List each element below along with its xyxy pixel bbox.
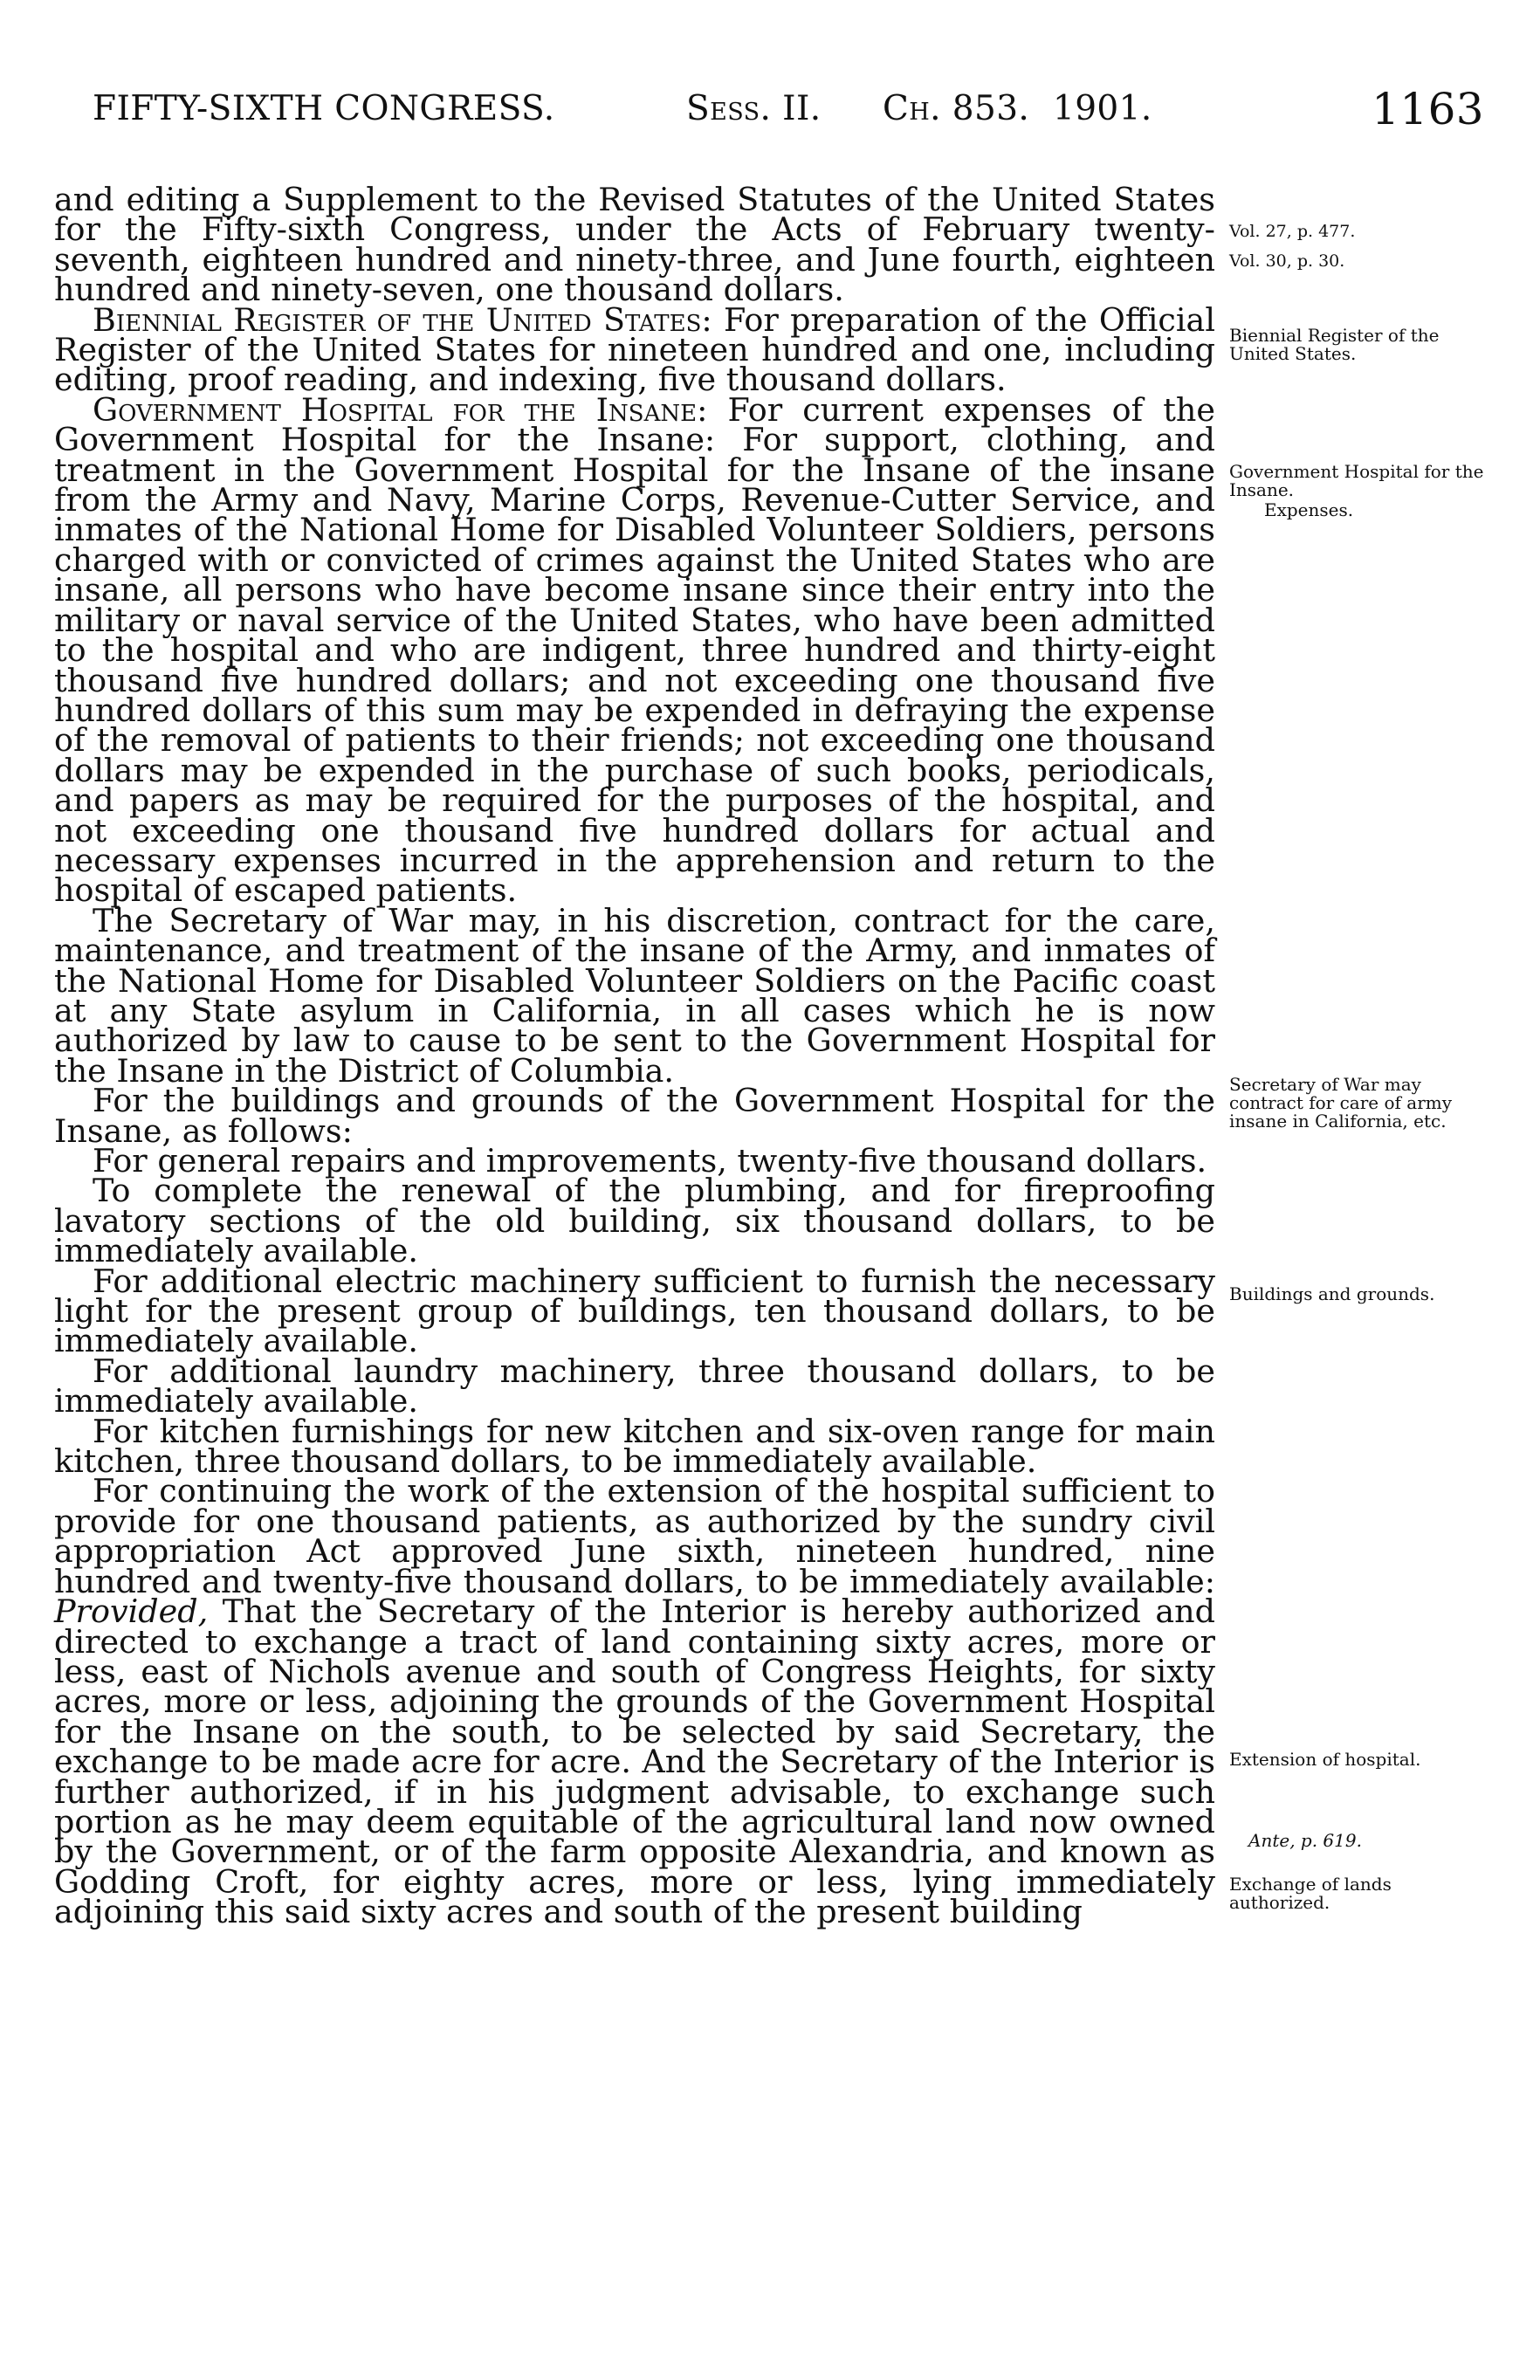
margin-note-extension: Extension of hospital. <box>1229 1749 1421 1770</box>
paragraph-supplement: and editing a Supplement to the Revised Statutes of the United States for the Fifty-sixth Congress, under the Acts of February twenty-seventh, eighteen hundred and ninety-three, and June fourth, eighteen hundred and ninety-seven, one thousand dollars. <box>54 181 1215 309</box>
paragraph-secretary-war: The Secretary of War may, in his discretion, contract for the care, maintenance, and treatment of the insane of the Army, and inmates of the National Home for Disabled Volunteer Soldiers on the Pacific coast at any State asylum in California, in all cases which he is now authorized by law to cause to be sent to the Government Hospital for the Insane in the District of Columbia. <box>54 901 1215 1090</box>
paragraph-plumbing: To complete the renewal of the plumbing, and for fireproofing lavatory sections of the old building, six thousand dollars, to be immediately available. <box>54 1172 1215 1270</box>
provided-keyword: Provided, <box>54 1592 209 1631</box>
session-label: Sess. II. <box>686 89 822 128</box>
section-heading-hospital-insane: Government Hospital for the Insane: <box>93 390 708 429</box>
section-heading-biennial-register: Biennial Register of the United States: <box>93 300 712 339</box>
margin-note-biennial-register: Biennial Register of the United States. <box>1229 325 1440 364</box>
paragraph-hospital-insane: Government Hospital for the Insane: For current expenses of the Government Hospital for the Insane: For support, clothing, and treatment in the Government Hospital for the Insane of the insane from the Army and Navy, Marine Corps, Revenue-Cutter Service, and inmates of the National Home for Disabled Volunteer Soldiers, persons charged with or convicted of crimes against the United States who are insane, all persons who have become insane since their entry into the military or naval service of the United States, who have been admitted to the hospital and who are indigent, three hundred and thirty-eight thousand five hundred dollars; and not exceeding one thousand five hundred dollars of this sum may be expended in defraying the expense of the removal of patients to their friends; not exceeding one thousand dollars may be expended in the purchase of such books, periodicals, and papers as may be required for the purposes of the hospital, and not exceeding one thousand five hundred dollars for actual and necessary expenses incurred in the apprehension and return to the hospital of escaped patients. <box>54 390 1215 910</box>
paragraph-buildings-grounds: For the buildings and grounds of the Government Hospital for the Insane, as follows: <box>54 1082 1215 1150</box>
chapter-label: Ch. 853. <box>883 89 1030 128</box>
margin-note-vol27: Vol. 27, p. 477. <box>1229 222 1356 241</box>
paragraph-extension: For continuing the work of the extension of the hospital sufficient to provide for one thousand patients, as authorized by the sundry civil appropriation Act approved June sixth, nineteen hundred, nine hundred and twenty-five thousand dollars, to be immediately available: Provided, That the Secretary of the Interior is hereby authorized and directed to exchange a tract of land containing sixty acres, more or less, east of Nichols avenue and south of Congress Heights, for sixty acres, more or less, adjoining the grounds of the Government Hospital for the Insane on the south, to be selected by said Secretary, the exchange to be made acre for acre. And the Secretary of the Interior is further authorized, if in his judgment advisable, to exchange such portion as he may deem equitable of the agricultural land now owned by the Government, or of the farm opposite Alexandria, and known as Godding Croft, for eighty acres, more or less, lying immediately adjoining this said sixty acres and south of the present building <box>54 1472 1215 1931</box>
margin-note-secretary-war: Secretary of War may contract for care of army insane in California, etc. <box>1229 1074 1453 1132</box>
paragraph-laundry-machinery: For additional laundry machinery, three thousand dollars, to be immediately available. <box>54 1352 1215 1420</box>
paragraph-kitchen: For kitchen furnishings for new kitchen and six-oven range for main kitchen, three thousand dollars, to be immediately available. <box>54 1412 1215 1481</box>
running-title: FIFTY-SIXTH CONGRESS. <box>93 89 555 128</box>
page-header <box>93 84 1484 141</box>
paragraph-biennial-register: Biennial Register of the United States: For preparation of the Official Register of the United States for nineteen hundred and one, including editing, proof reading, and indexing, five thousand dollars. <box>54 300 1215 399</box>
page-number: 1163 <box>1372 84 1484 134</box>
paragraph-general-repairs: For general repairs and improvements, twenty-five thousand dollars. <box>93 1142 1207 1180</box>
year-label: 1901. <box>1053 89 1152 128</box>
statute-body <box>54 181 1215 1931</box>
margin-note-expenses: Expenses. <box>1264 499 1354 520</box>
margin-note-buildings-grounds: Buildings and grounds. <box>1229 1283 1435 1304</box>
paragraph-electric-machinery: For additional electric machinery sufficient to furnish the necessary light for the present group of buildings, ten thousand dollars, to be immediately available. <box>54 1262 1215 1360</box>
margin-note-ante: Ante, p. 619. <box>1248 1830 1362 1851</box>
margin-note-vol30: Vol. 30, p. 30. <box>1229 251 1345 271</box>
margin-note-hospital-insane: Government Hospital for the Insane. <box>1229 461 1484 500</box>
margin-note-exchange-lands: Exchange of lands authorized. <box>1229 1874 1392 1913</box>
